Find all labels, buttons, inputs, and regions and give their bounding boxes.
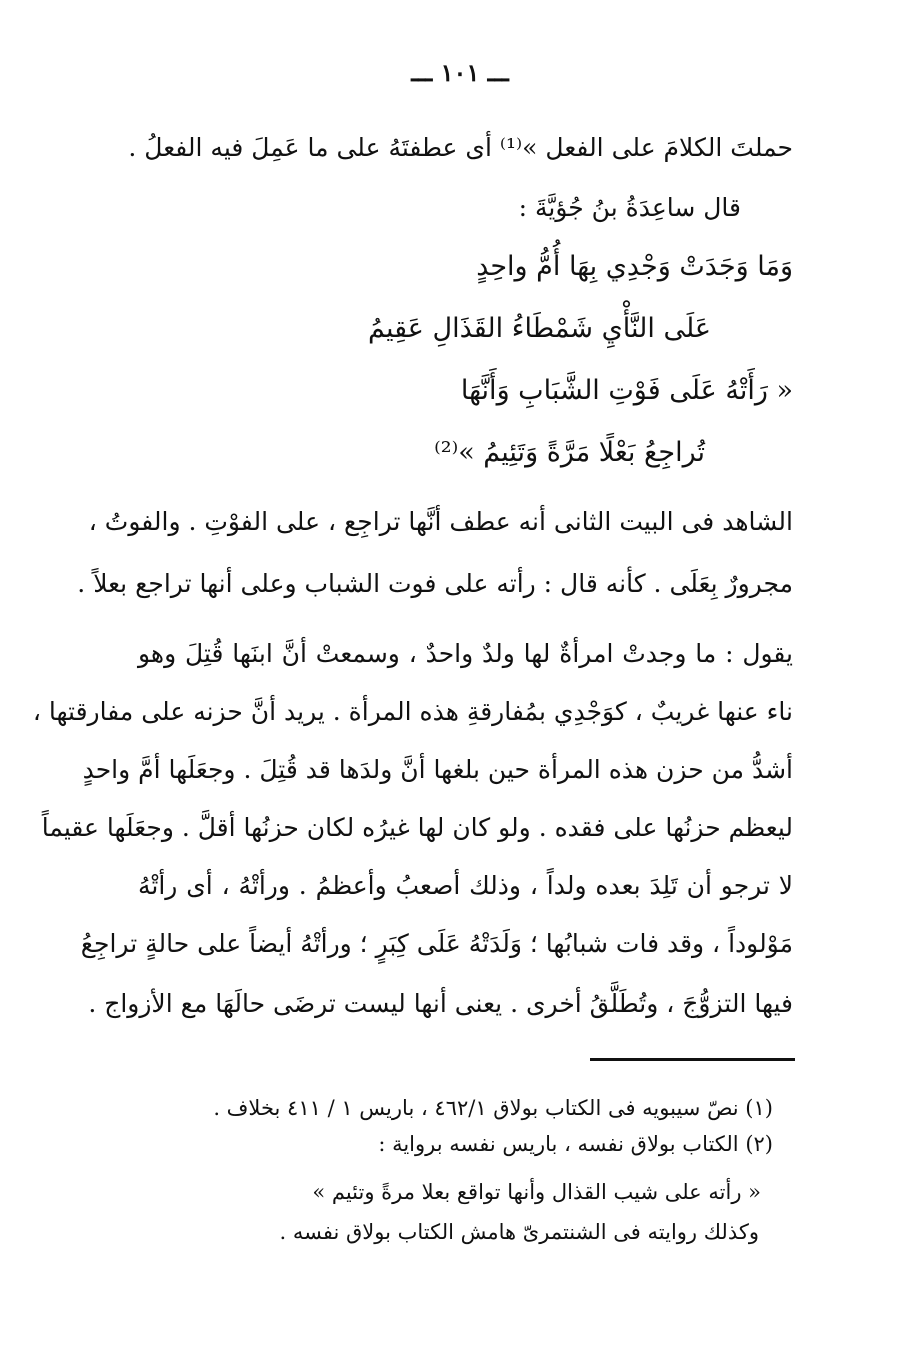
verse-1-second-hemistich: عَلَى النَّأْيِ شَمْطَاءُ القَذَالِ عَقِيمُ xyxy=(368,313,711,344)
paragraph-2-line-2: ناء عنها غريبٌ ، كوَجْدِي بمُفارقةِ هذه المرأة . يريد أنَّ حزنه على مفارقتها ، xyxy=(32,697,793,726)
paragraph-2-line-7: فيها التزوُّجَ ، وتُطَلَّقُ أخرى . يعنى أنها ليست ترضَى حالَهَا مع الأزواج . xyxy=(88,989,793,1018)
verse-1-first-hemistich: وَمَا وَجَدَتْ وَجْدِي بِهَا أُمُّ واحِدٍ xyxy=(476,251,793,282)
paragraph-1-line-2: مجرورٌ بِعَلَى . كأنه قال : رأته على فوت الشباب وعلى أنها تراجع بعلاً . xyxy=(77,569,793,598)
paragraph-2-line-3: أشدُّ من حزن هذه المرأة حين بلغها أنَّ ولدَها قد قُتِلَ . وجعَلَها أمَّ واحدٍ xyxy=(82,755,793,784)
footnote-2-verse: « رأته على شيب القذال وأنها تواقع بعلا مرةً وتئيم » xyxy=(312,1180,761,1204)
verse-2-second-hemistich: تُراجِعُ بَعْلًا مَرَّةً وَتَئِيمُ »⁽²⁾ xyxy=(434,437,705,468)
paragraph-2-line-4: ليعظم حزنُها على فقده . ولو كان لها غيرُه لكان حزنُها أقلَّ . وجعَلَها عقيماً xyxy=(41,813,793,842)
footnote-2-continuation: وكذلك روايته فى الشنتمرىّ هامش الكتاب بولاق نفسه . xyxy=(279,1220,759,1244)
page-number: ـــ ١٠١ ـــ xyxy=(411,58,509,87)
footnote-2: (٢) الكتاب بولاق نفسه ، باريس نفسه برواية : xyxy=(378,1132,773,1156)
intro-line-1: حملتَ الكلامَ على الفعل »⁽¹⁾ أى عطفتَهُ على ما عَمِلَ فيه الفعلُ . xyxy=(128,133,793,162)
paragraph-2-line-1: يقول : ما وجدتْ امرأةٌ لها ولدٌ واحدٌ ، وسمعتْ أنَّ ابنَها قُتِلَ وهو xyxy=(138,639,793,668)
verse-2-first-hemistich: « رَأَتْهُ عَلَى فَوْتِ الشَّبَابِ وَأَنَّهَا xyxy=(460,375,793,406)
footnote-1: (١) نصّ سيبويه فى الكتاب بولاق ٤٦٢/١ ، باريس ١ / ٤١١ بخلاف . xyxy=(213,1096,773,1120)
intro-line-2: قال ساعِدَةُ بنُ جُؤيَّةَ : xyxy=(518,193,741,222)
paragraph-2-line-6: مَوْلوداً ، وقد فات شبابُها ؛ وَلَدَتْهُ عَلَى كِبَرٍ ؛ ورأتْهُ أيضاً على حالةٍ تراجِعُ xyxy=(80,929,793,958)
footnote-divider xyxy=(590,1058,795,1061)
paragraph-1-line-1: الشاهد فى البيت الثانى أنه عطف أنَّها تراجِع ، على الفوْتِ . والفوتُ ، xyxy=(88,507,793,536)
paragraph-2-line-5: لا ترجو أن تَلِدَ بعده ولداً ، وذلك أصعبُ وأعظمُ . ورأتْهُ ، أى رأتْهُ xyxy=(138,871,793,900)
